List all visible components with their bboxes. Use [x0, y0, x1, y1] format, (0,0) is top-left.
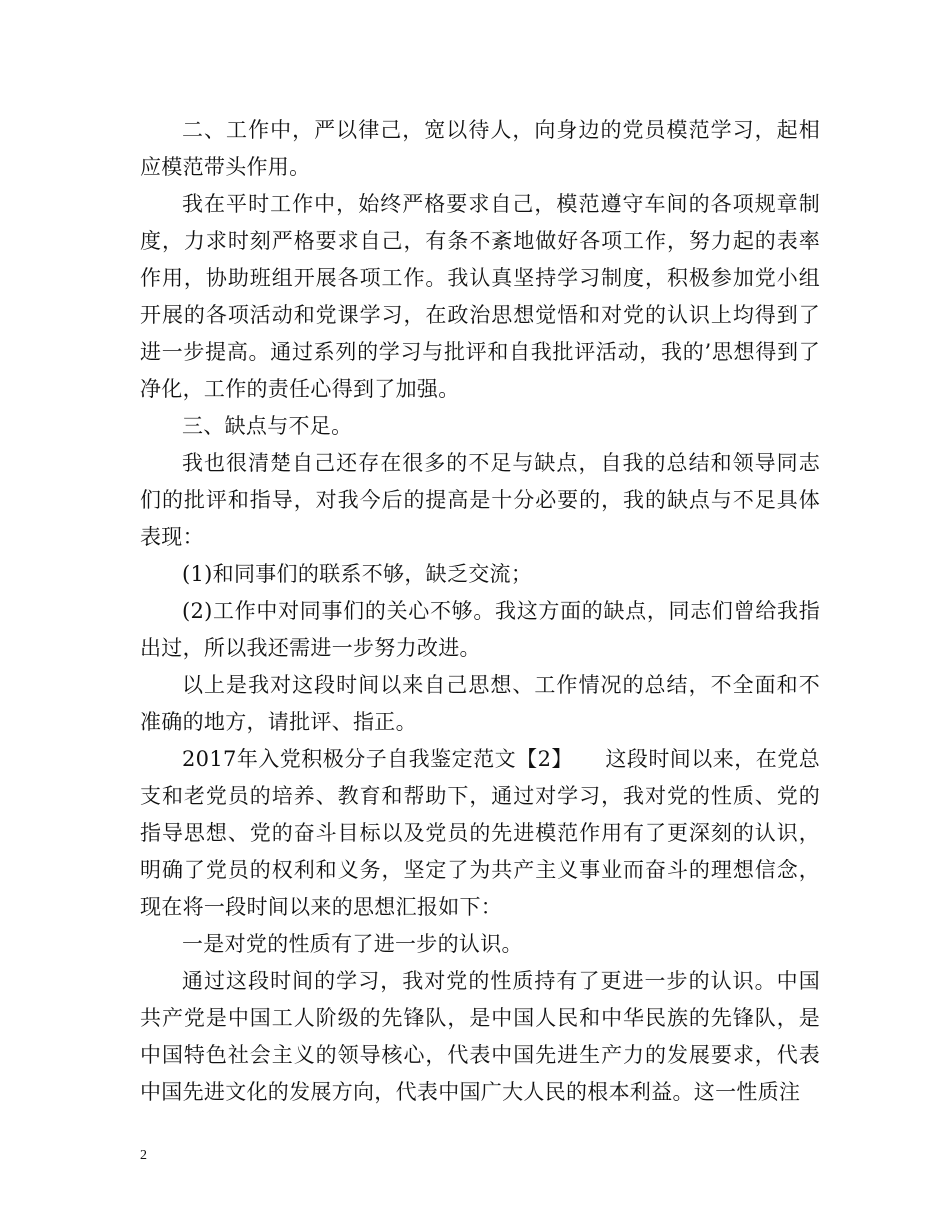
- paragraph-work-conduct: 我在平时工作中，始终严格要求自己，模范遵守车间的各项规章制度，力求时刻严格要求自己，有条不紊地做好各项工作，努力起的表率作用，协助班组开展各项工作。我认真坚持学习制度，积极参加党小组开展的各项活动和党课学习，在政治思想觉悟和对党的认识上均得到了进一步提高。通过系列的学习与批评和自我批评活动，我的’思想得到了净化，工作的责任心得到了加强。: [140, 192, 820, 401]
- paragraph-party-nature: 通过这段时间的学习，我对党的性质持有了更进一步的认识。中国共产党是中国工人阶级的先锋队，是中国人民和中华民族的先锋队，是中国特色社会主义的领导核心，代表中国先进生产力的发展要求，代表中国先进文化的发展方向，代表中国广大人民的根本利益。这一性质注: [140, 969, 820, 1104]
- paragraph-section-two-heading: 二、工作中，严以律己，宽以待人，向身边的党员模范学习，起相应模范带头作用。: [140, 118, 820, 179]
- paragraph-section-three-heading: 三、缺点与不足。: [182, 414, 353, 438]
- paragraph-point-one-heading: 一是对党的性质有了进一步的认识。: [182, 932, 523, 956]
- document-body: [140, 112, 820, 1111]
- paragraph-summary: 以上是我对这段时间以来自己思想、工作情况的总结，不全面和不准确的地方，请批评、指正。: [140, 673, 820, 734]
- paragraph-shortcomings-intro: 我也很清楚自己还存在很多的不足与缺点，自我的总结和领导同志们的批评和指导，对我今后的提高是十分必要的，我的缺点与不足具体表现：: [140, 451, 820, 549]
- page-number: 2: [140, 1148, 147, 1163]
- paragraph-shortcoming-1: (1)和同事们的联系不够，缺乏交流；: [182, 562, 533, 586]
- paragraph-shortcoming-2: (2)工作中对同事们的关心不够。我这方面的缺点，同志们曾给我指出过，所以我还需进一步努力改进。: [140, 599, 820, 660]
- paragraph-sample-2-intro: 2017年入党积极分子自我鉴定范文【2】 这段时间以来，在党总支和老党员的培养、教育和帮助下，通过对学习，我对党的性质、党的指导思想、党的奋斗目标以及党员的先进模范作用有了更深刻的认识，明确了党员的权利和义务，坚定了为共产主义事业而奋斗的理想信念，现在将一段时间以来的思想汇报如下：: [140, 747, 820, 919]
